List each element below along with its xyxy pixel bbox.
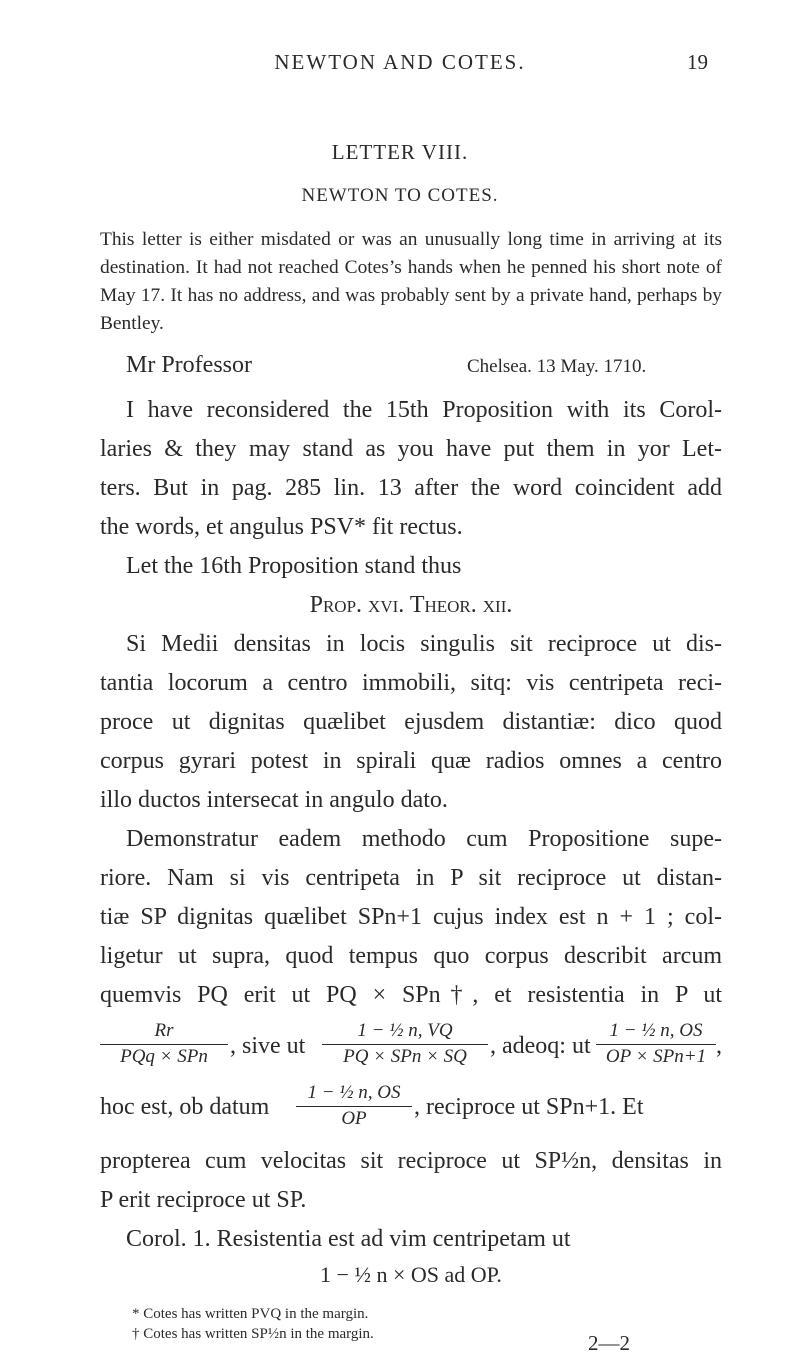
intro-text: This letter is either misdated or was an unusually long time in arriving at its destination. It had not reached Cotes’s hands when he penned his short note of May 17. It has no address, and was probably sent by a private hand, perhaps by Bentley.	[100, 229, 722, 334]
intro-paragraph	[100, 226, 722, 338]
fraction-rr	[100, 1020, 228, 1068]
fraction-numerator: 1 − ½ n, OS	[307, 1082, 401, 1103]
text-line: laries & they may stand as you have put them in yor Let-	[100, 436, 722, 462]
text-line: quemvis PQ erit ut PQ × SPn†, et resistentia in P ut	[100, 982, 722, 1008]
formula-text: , adeoq: ut	[490, 1033, 591, 1059]
running-head: NEWTON AND COTES.	[274, 50, 526, 74]
formula-text: ,	[716, 1033, 722, 1059]
corollary-line: Corol. 1. Resistentia est ad vim centripetam ut	[126, 1226, 571, 1252]
proposition-heading: Prop. xvi. Theor. xii.	[309, 592, 513, 618]
text-line: Si Medii densitas in locis singulis sit reciproce ut dis-	[126, 631, 722, 657]
text-line: corpus gyrari potest in spirali quæ radios omnes a centro	[100, 748, 722, 774]
formula-text: , sive ut	[230, 1033, 306, 1059]
page-number: 19	[687, 50, 708, 74]
text-line: P erit reciproce ut SP.	[100, 1187, 307, 1213]
text-line: Let the 16th Proposition stand thus	[126, 553, 462, 579]
text-line: Demonstratur eadem methodo cum Propositione supe-	[126, 826, 722, 852]
fraction-numerator: Rr	[154, 1020, 174, 1041]
fraction-numerator: 1 − ½ n, VQ	[357, 1020, 453, 1041]
fraction-denominator: PQ × SPn × SQ	[322, 1044, 488, 1068]
text-line: riore. Nam si vis centripeta in P sit reciproce ut distan-	[100, 865, 722, 891]
corollary-formula: 1 − ½ n × OS ad OP.	[320, 1262, 502, 1287]
text-line: the words, et angulus PSV* fit rectus.	[100, 514, 463, 540]
fraction-os-op	[296, 1082, 412, 1130]
fraction-numerator: 1 − ½ n, OS	[609, 1020, 703, 1041]
text-line: propterea cum velocitas sit reciproce ut SP½n, densitas in	[100, 1148, 722, 1174]
footnote: * Cotes has written PVQ in the margin.	[132, 1306, 369, 1322]
fraction-denominator: OP × SPn+1	[596, 1044, 716, 1068]
text-line: ligetur ut supra, quod tempus quo corpus describit arcum	[100, 943, 722, 969]
text-line: proce ut dignitas quælibet ejusdem distantiæ: dico quod	[100, 709, 722, 735]
formula-text: hoc est, ob datum	[100, 1094, 270, 1120]
salutation: Mr Professor	[126, 352, 252, 378]
letter-subtitle: NEWTON TO COTES.	[301, 185, 499, 206]
fraction-vq	[322, 1020, 488, 1068]
footnote: † Cotes has written SP½n in the margin.	[132, 1326, 374, 1342]
formula-text: , reciproce ut SPn+1. Et	[414, 1094, 644, 1120]
text-line: illo ductos intersecat in angulo dato.	[100, 787, 448, 813]
text-line: ters. But in pag. 285 lin. 13 after the word coincident add	[100, 475, 722, 501]
signature-mark: 2—2	[588, 1331, 630, 1355]
text-line: tantia locorum a centro immobili, sitq: vis centripeta reci-	[100, 670, 722, 696]
dateline: Chelsea. 13 May. 1710.	[467, 356, 647, 377]
text-line: I have reconsidered the 15th Proposition with its Corol-	[126, 397, 722, 423]
letter-number: LETTER VIII.	[331, 140, 469, 164]
text-line: tiæ SP dignitas quælibet SPn+1 cujus index est n + 1 ; col-	[100, 904, 722, 930]
fraction-os	[596, 1020, 716, 1068]
fraction-denominator: PQq × SPn	[100, 1044, 228, 1068]
fraction-denominator: OP	[296, 1106, 412, 1130]
